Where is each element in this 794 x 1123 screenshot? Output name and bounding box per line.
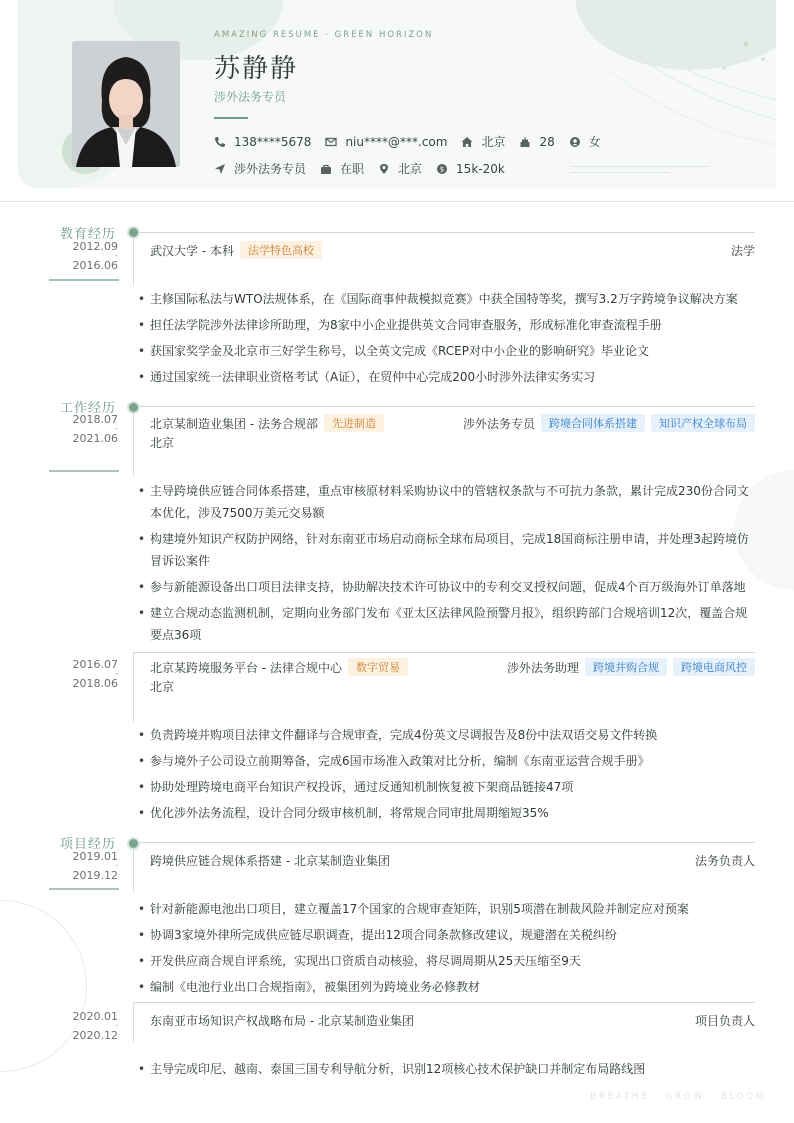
- section-rule: [140, 842, 755, 843]
- entry-rule: [134, 1002, 755, 1003]
- date-separator: -: [115, 669, 118, 678]
- work-end: 2018.06: [72, 677, 118, 690]
- footer-watermark: BREATHE · GROW · BLOOM: [590, 1092, 766, 1102]
- list-item: • 建立合规动态监测机制，定期向业务部门发布《亚太区法律风险预警月报》，组织跨部门合规培训12次，覆盖合规要点36项: [150, 602, 755, 646]
- email-info: [325, 135, 447, 149]
- header-divider: [0, 201, 794, 202]
- section-title-project: 项目经历: [59, 837, 116, 852]
- work-start: 2018.07: [72, 413, 118, 426]
- list-item: • 编制《电池行业出口合规指南》，被集团列为跨境业务必修教材: [150, 976, 755, 998]
- entry-rule: [134, 652, 755, 653]
- education-start: 2012.09: [72, 240, 118, 253]
- mail-icon: [325, 136, 337, 148]
- skill-tag: 跨境电商风控: [673, 658, 755, 676]
- list-item: • 通过国家统一法律职业资格考试（A证），在贸仲中心完成200小时涉外法律实务实习: [150, 366, 755, 388]
- timeline-dot: [127, 401, 140, 414]
- header-tagline: AMAZING RESUME · GREEN HORIZON: [214, 30, 434, 40]
- industry-tag: 数字贸易: [348, 658, 408, 676]
- list-item: • 负责跨境并购项目法律文件翻译与合规审查，完成4份英文尽调报告及8份中法双语交易文件转换: [150, 724, 755, 746]
- money-icon: [436, 163, 448, 175]
- decor-line: [570, 166, 710, 167]
- education-end: 2016.06: [72, 259, 118, 272]
- timeline-rail: [133, 1002, 134, 1042]
- industry-tag: 先进制造: [324, 414, 384, 432]
- project-start: 2019.01: [72, 850, 118, 863]
- job-role: 涉外法务专员: [462, 416, 535, 431]
- age-text: 28: [539, 134, 555, 149]
- email-text: niu****@***.com: [345, 134, 448, 149]
- date-separator: -: [115, 1021, 118, 1030]
- profile-photo: [72, 41, 180, 167]
- contact-row: [214, 133, 615, 150]
- work-dates: [40, 659, 118, 689]
- timeline-dot: [127, 226, 140, 239]
- work-city: 北京: [150, 680, 175, 694]
- project-end: 2019.12: [72, 869, 118, 882]
- cake-icon: [519, 136, 531, 148]
- list-item: • 优化涉外法务流程，设计合同分级审核机制，将常规合同审批周期缩短35%: [150, 802, 755, 824]
- date-separator: -: [115, 251, 118, 260]
- project-role: 项目负责人: [694, 1013, 755, 1028]
- timeline-rail: [133, 406, 134, 476]
- project-name: 跨境供应链合规体系搭建 - 北京某制造业集团: [150, 853, 390, 868]
- section-title-work: 工作经历: [59, 401, 116, 416]
- education-header: [150, 241, 755, 259]
- school-name: 武汉大学 - 本科: [150, 243, 234, 258]
- list-item: • 构建境外知识产权防护网络，针对东南亚市场启动商标全球布局项目，完成18国商标注册申请，并处理3起跨境仿冒诉讼案件: [150, 528, 755, 572]
- briefcase-icon: [320, 163, 332, 175]
- section-underline: [49, 279, 119, 281]
- work-header: [150, 658, 755, 676]
- status-info: [320, 160, 364, 177]
- timeline-dot: [127, 837, 140, 850]
- company-name: 北京某跨境服务平台 - 法律合规中心: [150, 660, 342, 675]
- list-item: • 主修国际私法与WTO法规体系，在《国际商事仲裁模拟竞赛》中获全国特等奖，撰写3.2万字跨境争议解决方案: [150, 288, 755, 310]
- target-job-info: [214, 160, 306, 177]
- list-item: • 担任法学院涉外法律诊所助理，为8家中小企业提供英文合同审查服务，形成标准化审查流程手册: [150, 314, 755, 336]
- salary-info: [436, 162, 505, 176]
- list-item: • 主导跨境供应链合同体系搭建，重点审核原材料采购协议中的管辖权条款与不可抗力条款，累计完成230份合同文本优化，涉及7500万美元交易额: [150, 480, 755, 524]
- home-icon: [461, 136, 473, 148]
- work-header: [150, 414, 755, 432]
- project-name: 东南亚市场知识产权战略布局 - 北京某制造业集团: [150, 1013, 414, 1028]
- education-dates: [40, 241, 118, 271]
- section-underline: [49, 888, 119, 890]
- list-item: • 主导完成印尼、越南、泰国三国专利导航分析，识别12项核心技术保护缺口并制定布局路线图: [150, 1058, 755, 1080]
- salary-text: 15k-20k: [456, 161, 505, 176]
- list-item: • 针对新能源电池出口项目，建立覆盖17个国家的合规审查矩阵，识别5项潜在制裁风险并制定应对预案: [150, 898, 755, 920]
- header-decor-lines: [578, 20, 776, 180]
- section-title-education: 教育经历: [59, 227, 116, 242]
- city-info: [461, 133, 505, 150]
- section-rule: [140, 406, 755, 407]
- location-pin-icon: [378, 163, 390, 175]
- decor-circle: [0, 900, 87, 1072]
- phone-icon: [214, 136, 226, 148]
- list-item: • 获国家奖学金及北京市三好学生称号，以全英文完成《RCEP对中小企业的影响研究》毕业论文: [150, 340, 755, 362]
- job-intent-row: [214, 160, 519, 177]
- svg-text:$: $: [439, 165, 445, 174]
- list-item: • 参与新能源设备出口项目法律支持，协助解决技术许可协议中的专利交叉授权问题，促成4个百万级海外订单落地: [150, 576, 755, 598]
- list-item: • 参与境外子公司设立前期筹备，完成6国市场准入政策对比分析，编制《东南亚运营合规手册》: [150, 750, 755, 772]
- job-role: 涉外法务助理: [506, 660, 579, 675]
- project-end: 2020.12: [72, 1029, 118, 1042]
- major: 法学: [730, 243, 755, 258]
- work-dates: [40, 414, 118, 444]
- title-underline: [214, 117, 248, 119]
- project-dates: [40, 851, 118, 881]
- age-info: [519, 135, 554, 149]
- timeline-rail: [133, 652, 134, 722]
- date-separator: -: [115, 424, 118, 433]
- work-start: 2016.07: [72, 658, 118, 671]
- target-city-info: [378, 160, 422, 177]
- phone-text: 138****5678: [234, 134, 312, 149]
- work-end: 2021.06: [72, 432, 118, 445]
- user-icon: [569, 136, 581, 148]
- target-city-text: 北京: [398, 162, 423, 176]
- gender-info: [569, 133, 601, 150]
- section-underline: [49, 470, 119, 472]
- project-header: [150, 851, 755, 869]
- candidate-title: 涉外法务专员: [214, 90, 287, 104]
- list-item: • 协调3家境外律所完成供应链尽职调查，提出12项合同条款修改建议，规避潜在关税纠纷: [150, 924, 755, 946]
- skill-tag: 跨境合同体系搭建: [541, 414, 645, 432]
- send-icon: [214, 163, 226, 175]
- skill-tag: 跨境并购合规: [585, 658, 667, 676]
- section-rule: [140, 232, 755, 233]
- company-name: 北京某制造业集团 - 法务合规部: [150, 416, 318, 431]
- date-separator: -: [115, 861, 118, 870]
- list-item: • 开发供应商合规自评系统，实现出口资质自动核验，将尽调周期从25天压缩至9天: [150, 950, 755, 972]
- city-text: 北京: [481, 135, 506, 149]
- project-dates: [40, 1011, 118, 1041]
- target-job-text: 涉外法务专员: [234, 162, 307, 176]
- project-header: [150, 1011, 755, 1029]
- skill-tag: 知识产权全球布局: [651, 414, 755, 432]
- school-tag: 法学特色高校: [240, 241, 322, 259]
- work-city: 北京: [150, 436, 175, 450]
- timeline-rail: [133, 232, 134, 286]
- project-role: 法务负责人: [694, 853, 755, 868]
- gender-text: 女: [588, 135, 601, 149]
- phone-info: [214, 135, 311, 149]
- status-text: 在职: [340, 162, 365, 176]
- candidate-name: 苏静静: [214, 54, 299, 84]
- project-start: 2020.01: [72, 1010, 118, 1023]
- decor-line: [570, 172, 670, 173]
- list-item: • 协助处理跨境电商平台知识产权投诉，通过反通知机制恢复被下架商品链接47项: [150, 776, 755, 798]
